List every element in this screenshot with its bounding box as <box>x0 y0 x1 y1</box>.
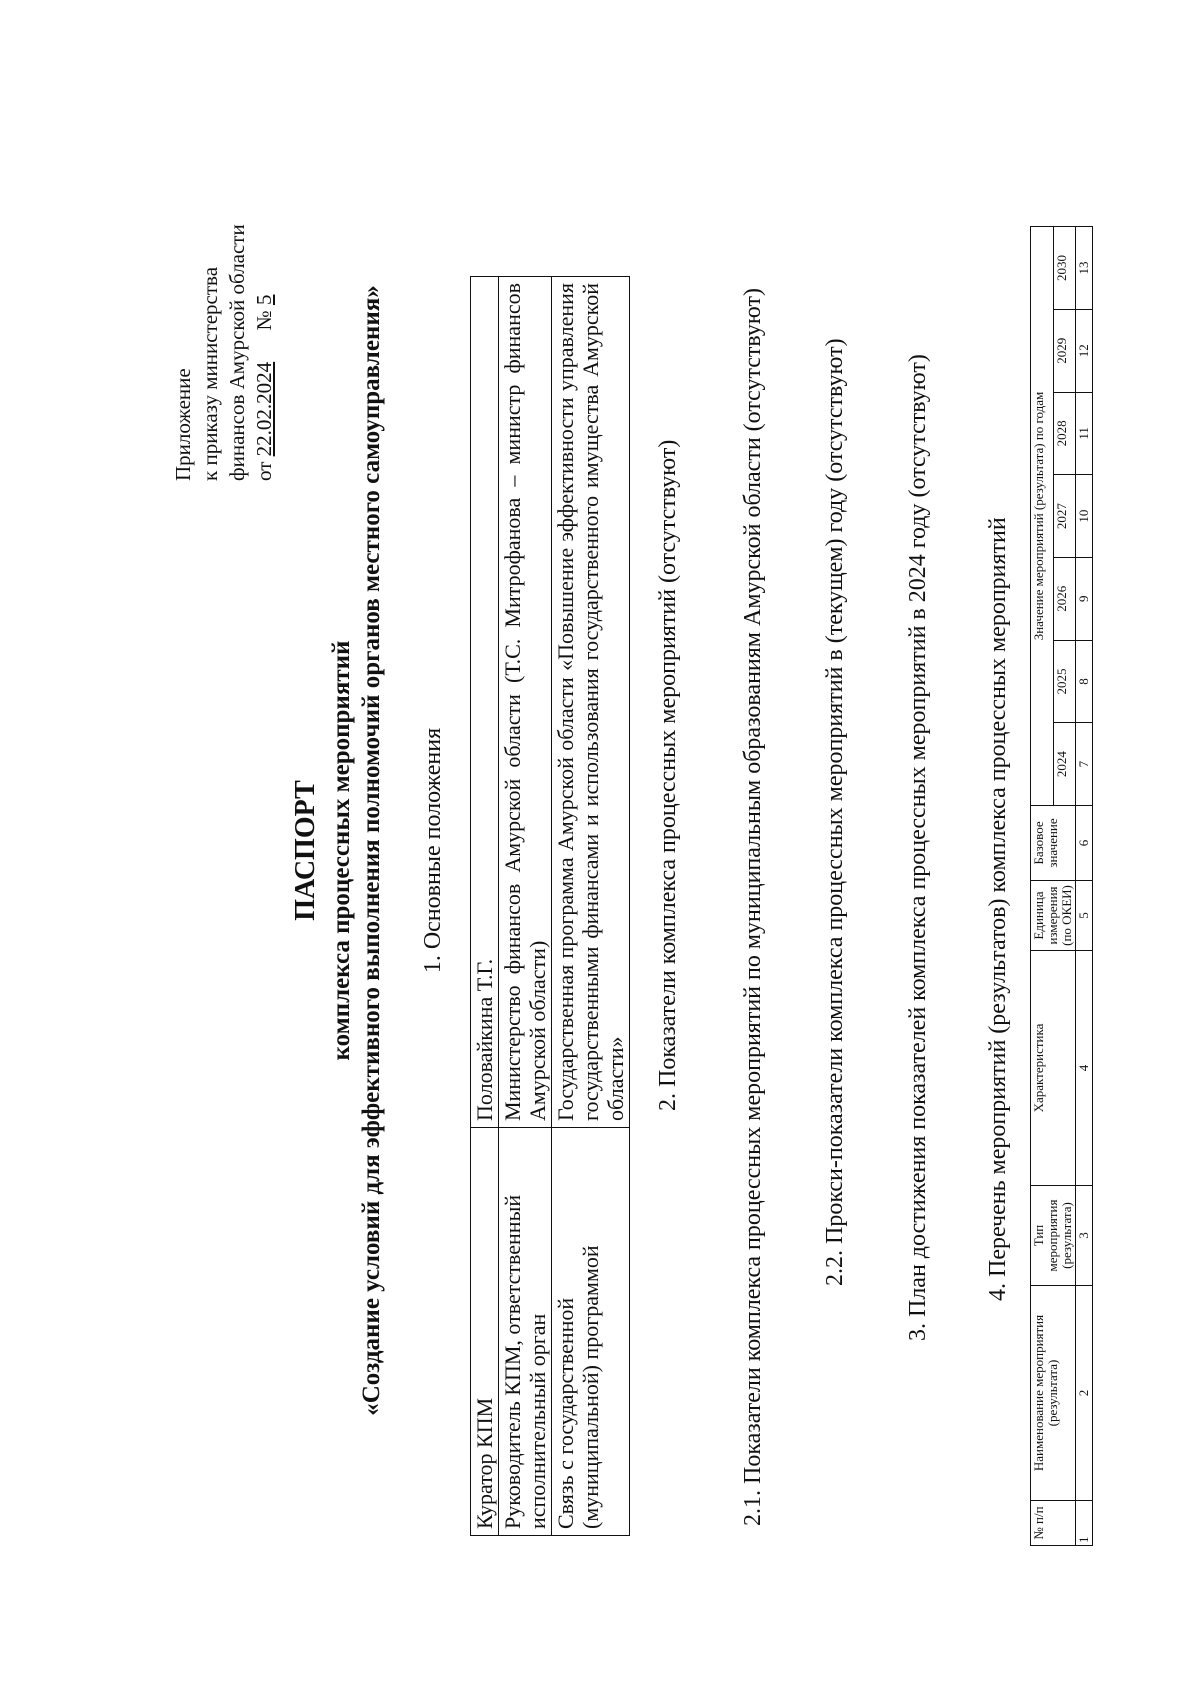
numbering-row <box>1076 227 1093 1546</box>
col-number: 7 <box>1076 723 1093 806</box>
date-prefix: от <box>252 461 276 481</box>
document-title: ПАСПОРТ <box>290 780 321 921</box>
appendix-line-1: Приложение <box>171 368 195 481</box>
section-2-1-heading: 2.1. Показатели комплекса процессных мероприятий по муниципальным образованиям Амурской области (отсутствуют) <box>740 288 766 1526</box>
col-number: 1 <box>1076 1501 1093 1546</box>
program-name: «Создание условий для эффективного выполнения полномочий органов местного самоуправления» <box>358 285 385 1416</box>
col-number: 9 <box>1076 557 1093 640</box>
year-cell: 2025 <box>1053 640 1076 723</box>
section-3-heading: 3. План достижения показателей комплекса процессных мероприятий в 2024 году (отсутствуют) <box>905 354 931 1341</box>
table-row <box>499 277 552 1536</box>
header-type: Тип мероприятия (результата) <box>1031 1186 1076 1286</box>
events-table <box>1030 226 1093 1546</box>
row-label: Куратор КПМ <box>471 1128 499 1536</box>
year-cell: 2029 <box>1053 309 1076 392</box>
table-row <box>552 277 630 1536</box>
col-number: 5 <box>1076 881 1093 951</box>
section-1-heading: 1. Основные положения <box>420 727 446 974</box>
section-2-2-heading: 2.2. Прокси-показатели комплекса процессных мероприятий в (текущем) году (отсутствуют) <box>822 338 848 1286</box>
col-number: 12 <box>1076 309 1093 392</box>
order-date: 22.02.2024 <box>252 361 276 457</box>
year-cell: 2030 <box>1053 227 1076 310</box>
header-num: № п/п <box>1031 1501 1076 1546</box>
col-number: 6 <box>1076 806 1093 881</box>
order-number: 5 <box>252 294 276 306</box>
row-value: Половайкина Т.Г. <box>471 277 499 1128</box>
header-unit: Единица измерения (по ОКЕИ) <box>1031 881 1076 951</box>
col-number: 13 <box>1076 227 1093 310</box>
col-number: 8 <box>1076 640 1093 723</box>
col-number: 11 <box>1076 392 1093 475</box>
row-label: Связь с государственной (муниципальной) программой <box>552 1128 630 1536</box>
header-name: Наименование мероприятия (результата) <box>1031 1286 1076 1501</box>
header-characteristic: Характеристика <box>1031 951 1076 1186</box>
header-row <box>1031 227 1054 1546</box>
col-number: 10 <box>1076 475 1093 558</box>
year-cell: 2026 <box>1053 557 1076 640</box>
appendix-line-2: к приказу министерства <box>198 266 222 481</box>
number-prefix: № <box>252 310 276 331</box>
col-number: 4 <box>1076 951 1093 1186</box>
main-provisions-table <box>470 276 630 1536</box>
year-cell: 2027 <box>1053 475 1076 558</box>
table-row <box>471 277 499 1536</box>
appendix-date-line <box>251 224 278 481</box>
header-base: Базовое значение <box>1031 806 1076 881</box>
appendix-line-3: финансов Амурской области <box>225 224 249 481</box>
document-subtitle: комплекса процессных мероприятий <box>328 640 355 1061</box>
header-values-by-year: Значение мероприятий (результата) по годам <box>1031 227 1054 806</box>
section-2-heading: 2. Показатели комплекса процессных мероприятий (отсутствуют) <box>655 439 681 1111</box>
appendix-block <box>170 224 278 481</box>
year-cell: 2024 <box>1053 723 1076 806</box>
year-cell: 2028 <box>1053 392 1076 475</box>
section-4-heading: 4. Перечень мероприятий (результатов) комплекса процессных мероприятий <box>985 517 1011 1301</box>
row-value: Министерство финансов Амурской области (Т.С. Митрофанова – министр финансов Амурской области) <box>499 277 552 1128</box>
col-number: 2 <box>1076 1286 1093 1501</box>
col-number: 3 <box>1076 1186 1093 1286</box>
row-value: Государственная программа Амурской области «Повышение эффективности управления государственными финансами и использования государственного имущества Амурской области» <box>552 277 630 1128</box>
row-label: Руководитель КПМ, ответственный исполнительный орган <box>499 1128 552 1536</box>
